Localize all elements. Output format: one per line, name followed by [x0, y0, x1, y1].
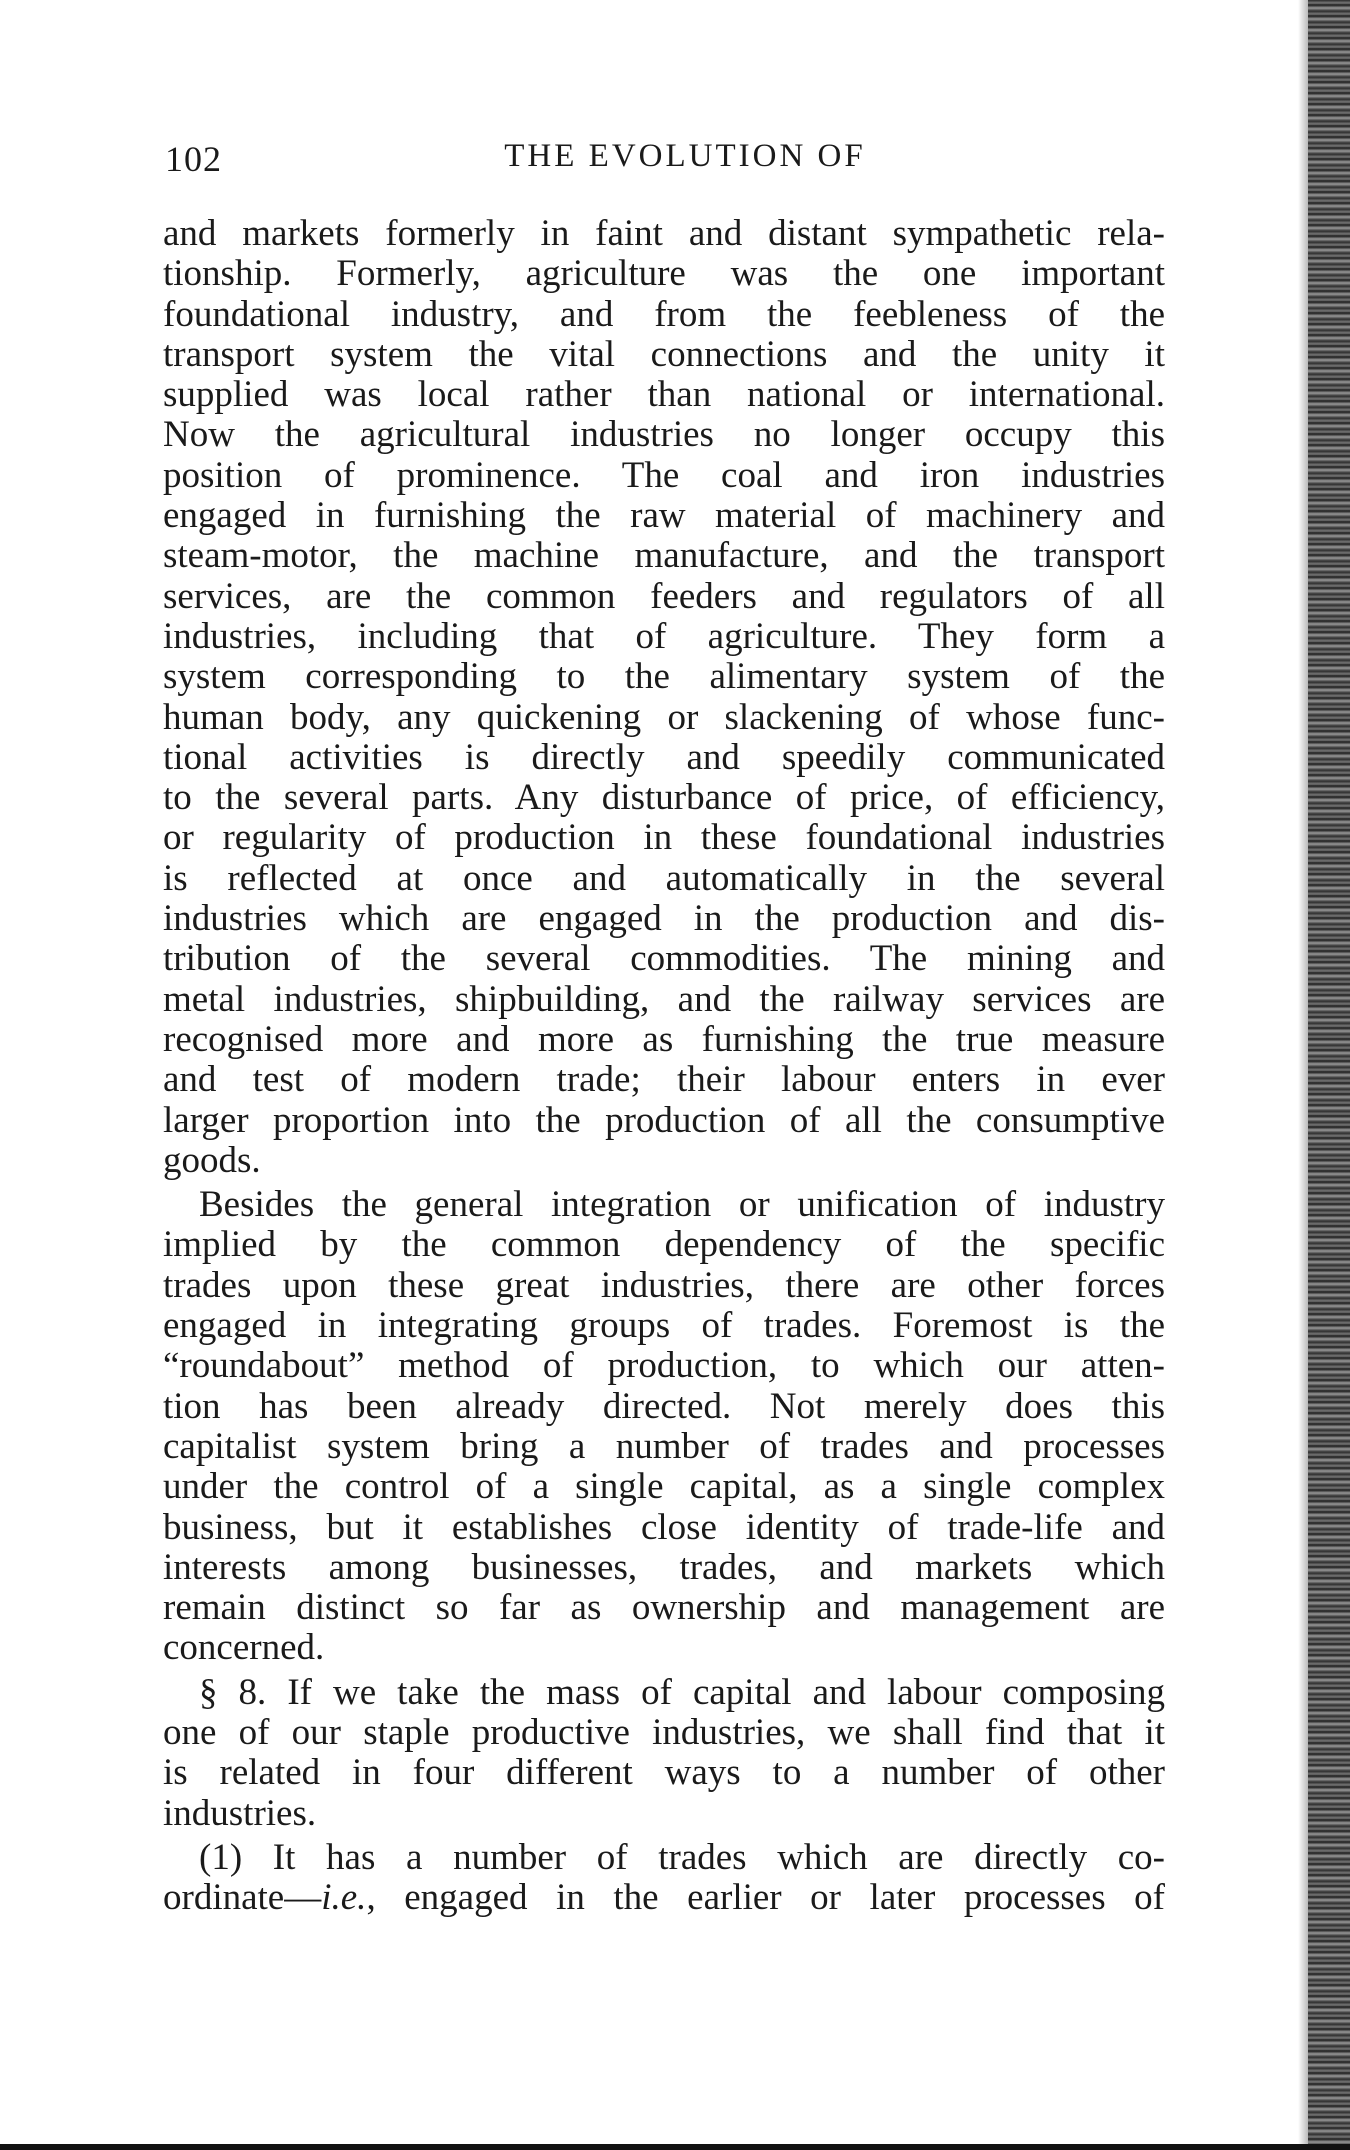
text-line: engaged in integrating groups of trades. Foremost is the [163, 1305, 1165, 1347]
paragraph [163, 214, 1165, 1181]
text-line: “roundabout” method of production, to which our atten- [163, 1345, 1165, 1387]
text-line: or regularity of production in these foundational industries [163, 817, 1165, 859]
text-line: trades upon these great industries, there are other forces [163, 1264, 1165, 1306]
text-line: metal industries, shipbuilding, and the railway services are [163, 978, 1165, 1020]
italic-text: i.e. [321, 1877, 367, 1919]
text-line: implied by the common dependency of the specific [163, 1224, 1165, 1266]
text-line: is reflected at once and automatically in the several [163, 857, 1165, 899]
scan-bottom-border [0, 2144, 1350, 2150]
text-line: goods. [163, 1139, 261, 1181]
text-line: under the control of a single capital, as a single complex [163, 1466, 1165, 1508]
text-segment: ordinate— [163, 1877, 322, 1919]
paragraph [163, 1185, 1165, 1669]
text-line: tribution of the several commodities. The mining and [163, 938, 1165, 980]
running-title: THE EVOLUTION OF [504, 138, 866, 174]
text-line: one of our staple productive industries, we shall find that it [163, 1711, 1165, 1753]
text-line: Now the agricultural industries no longer occupy this [163, 414, 1165, 456]
page-header [165, 138, 1165, 186]
paragraph [163, 1838, 1165, 1919]
text-line: larger proportion into the production of all the consumptive [163, 1099, 1165, 1141]
text-segment: , engaged in the earlier or later processes of [366, 1877, 1165, 1919]
page-body-text [163, 214, 1165, 1922]
text-line: engaged in furnishing the raw material of machinery and [163, 495, 1165, 537]
text-line: services, are the common feeders and regulators of all [163, 575, 1165, 617]
text-line: to the several parts. Any disturbance of price, of efficiency, [163, 777, 1165, 819]
paragraph [163, 1673, 1165, 1834]
text-line: (1) It has a number of trades which are directly co- [199, 1836, 1165, 1878]
text-line: capitalist system bring a number of trades and processes [163, 1425, 1165, 1467]
text-line [163, 1878, 1165, 1918]
text-line: tional activities is directly and speedily communicated [163, 736, 1165, 778]
text-line: and markets formerly in faint and distant sympathetic rela- [163, 213, 1165, 254]
text-line: concerned. [163, 1627, 325, 1669]
text-line: steam-motor, the machine manufacture, and the transport [163, 535, 1165, 577]
text-line: industries. [163, 1792, 317, 1834]
text-line: Besides the general integration or unification of industry [199, 1184, 1165, 1226]
text-line: system corresponding to the alimentary system of the [163, 656, 1165, 698]
page-number: 102 [165, 139, 222, 179]
text-line: transport system the vital connections and the unity it [163, 333, 1165, 375]
text-line: interests among businesses, trades, and markets which [163, 1546, 1165, 1588]
scan-page-edge [1308, 0, 1350, 2150]
text-line: and test of modern trade; their labour enters in ever [163, 1059, 1165, 1101]
text-line: § 8. If we take the mass of capital and labour composing [199, 1671, 1165, 1713]
text-line: remain distinct so far as ownership and management are [163, 1587, 1165, 1629]
text-line: foundational industry, and from the feebleness of the [163, 293, 1165, 335]
text-line: industries, including that of agriculture. They form a [163, 615, 1165, 657]
text-line: human body, any quickening or slackening of whose func- [163, 696, 1165, 738]
text-line: recognised more and more as furnishing the true measure [163, 1018, 1165, 1060]
text-line: supplied was local rather than national or international. [163, 374, 1165, 416]
text-line: is related in four different ways to a number of other [163, 1752, 1165, 1794]
text-line: tion has been already directed. Not merely does this [163, 1385, 1165, 1427]
scan-edge-shadow [1298, 0, 1308, 2150]
text-line: business, but it establishes close identity of trade-life and [163, 1506, 1165, 1548]
text-line: tionship. Formerly, agriculture was the one important [163, 253, 1165, 295]
text-line: position of prominence. The coal and iron industries [163, 454, 1165, 496]
text-line: industries which are engaged in the production and dis- [163, 898, 1165, 940]
